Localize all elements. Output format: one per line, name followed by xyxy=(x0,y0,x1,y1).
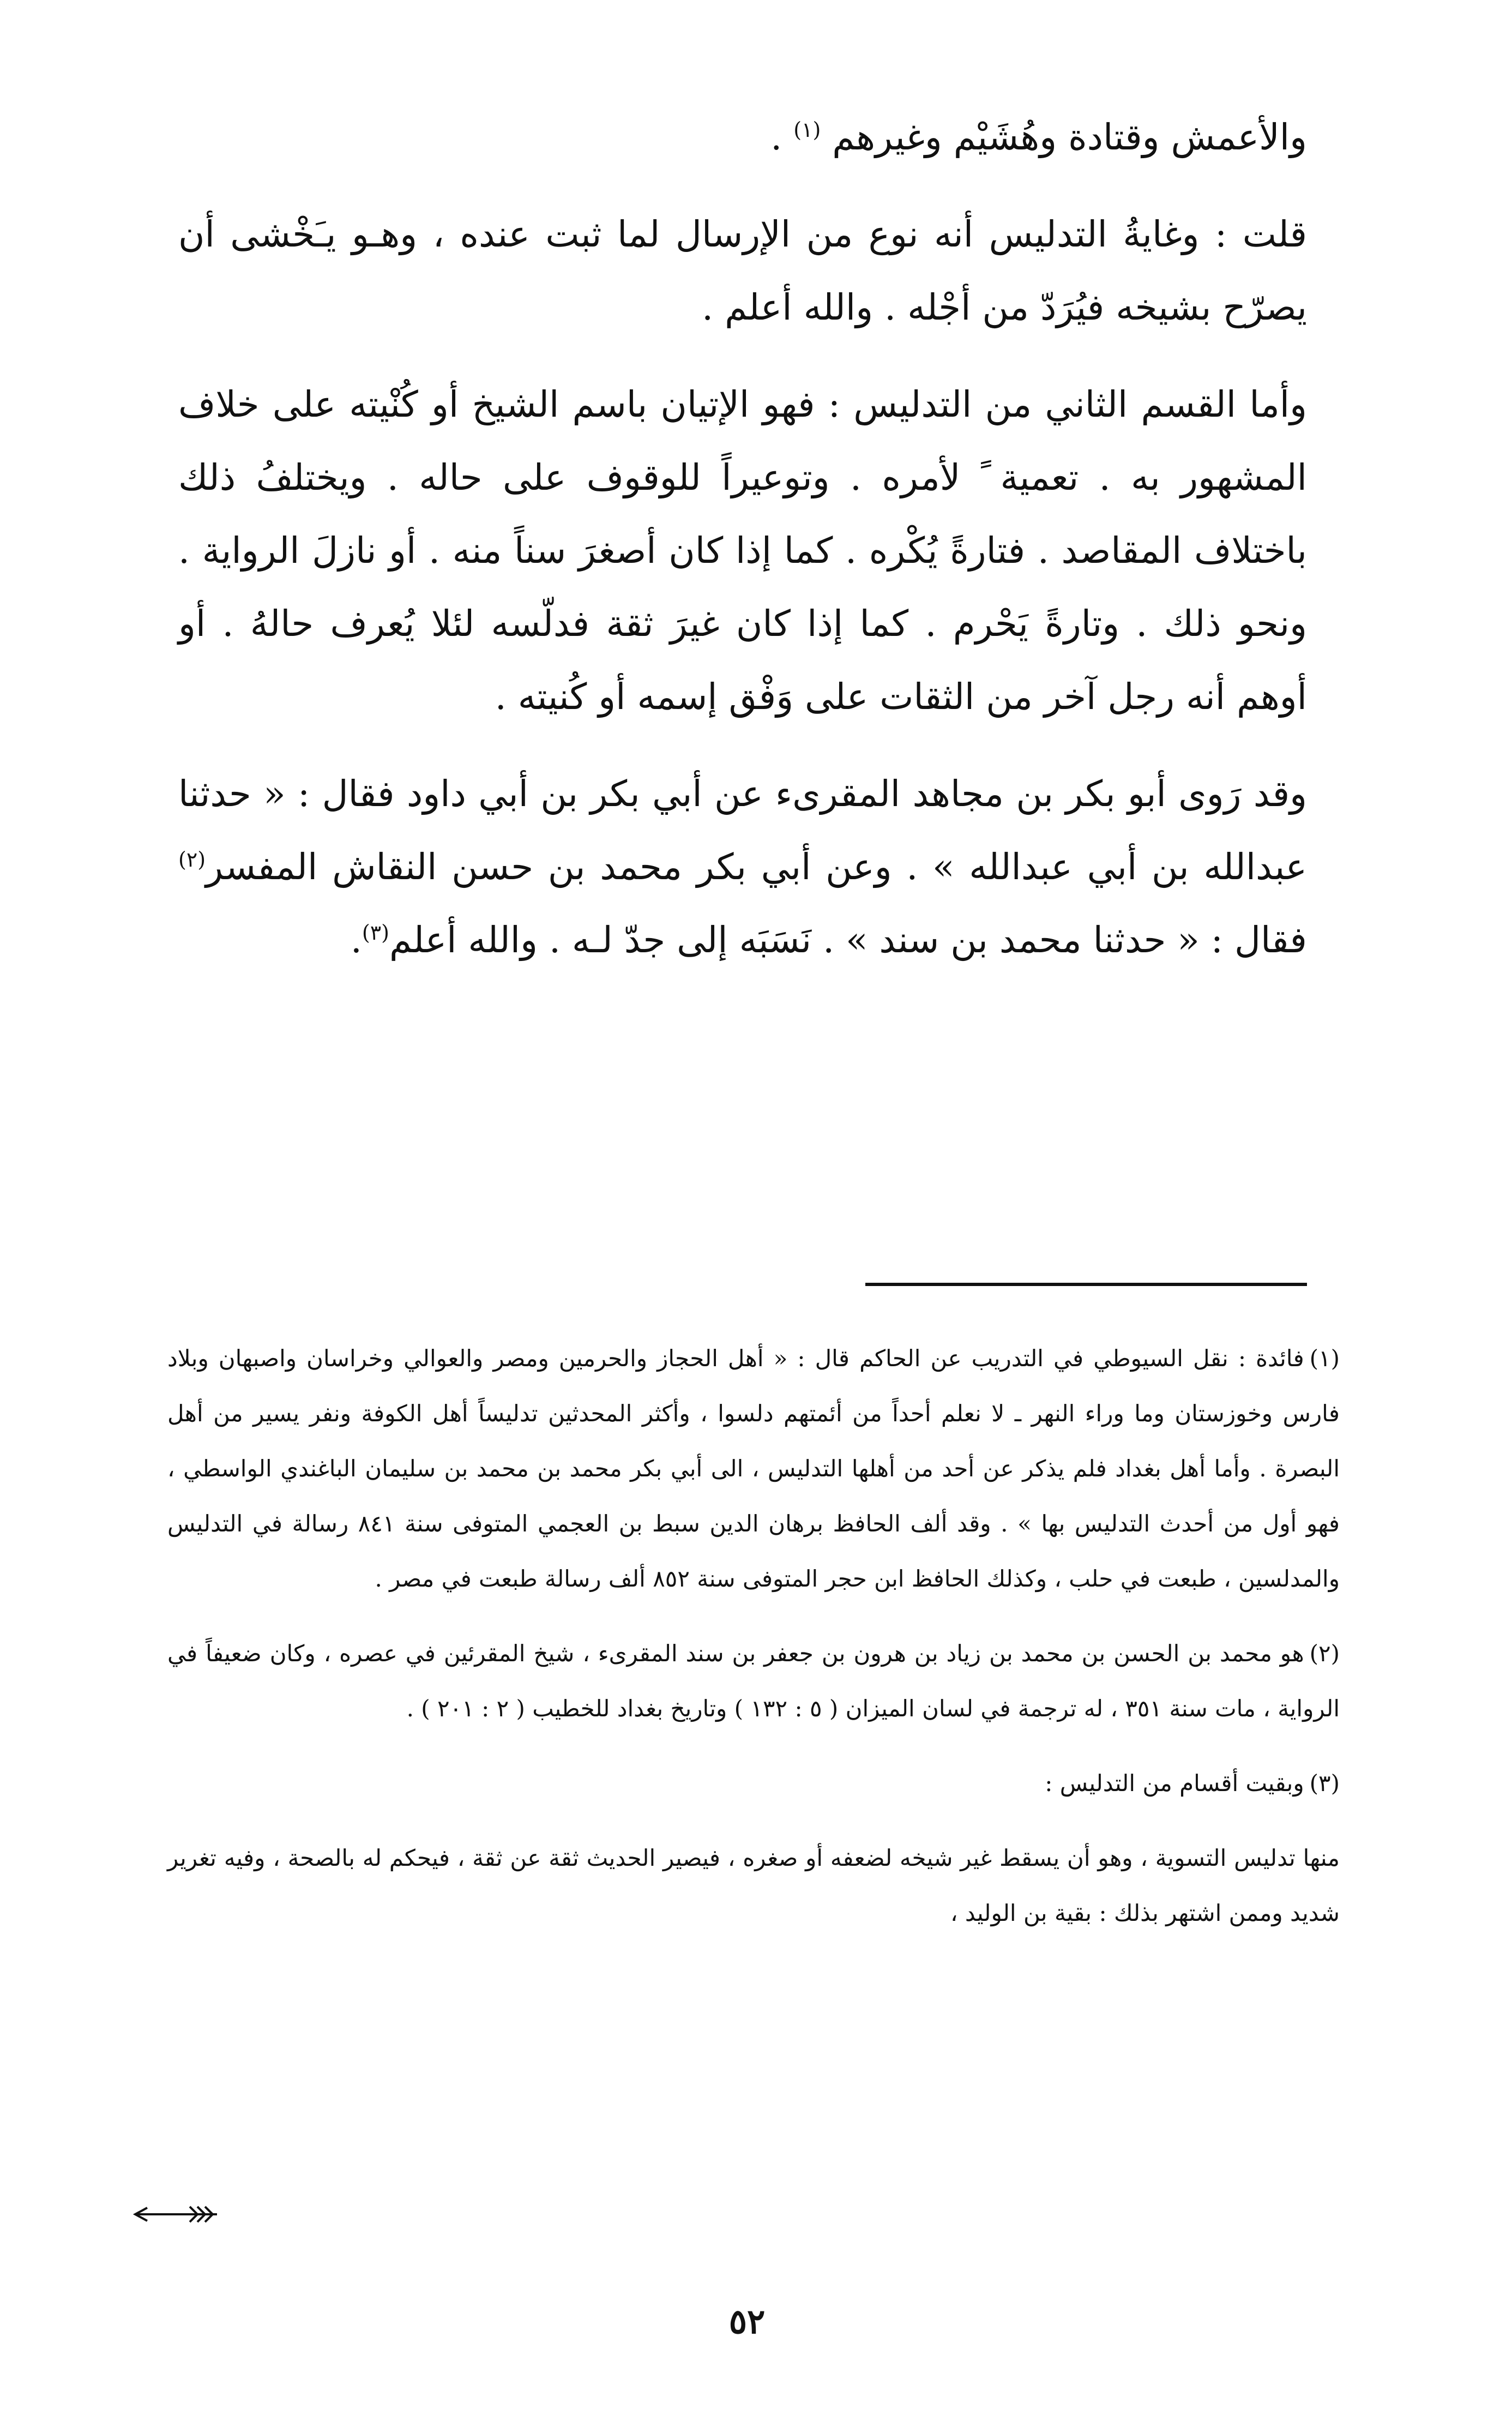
paragraph-1-text: والأعمش وقتادة وهُشَيْم وغيرهم xyxy=(832,116,1307,158)
footnote-text: منها تدليس التسوية ، وهو أن يسقط غير شيخه لضعفه أو صغره ، فيصير الحديث ثقة عن ثقة ، فيحكم له بالصحة ، وفيه تغرير شديد وممن اشتهر بذلك : بقية بن الوليد ، xyxy=(167,1845,1340,1926)
footnote-2 xyxy=(167,1626,1340,1736)
footnote-text: هو محمد بن الحسن بن محمد بن زياد بن هرون بن جعفر بن سند المقرىء ، شيخ المقرئين في عصره ، وكان ضعيفاً في الرواية ، مات سنة ٣٥١ ، له ترجمة في لسان الميزان ( ٥ : ١٣٢ ) وتاريخ بغداد للخطيب ( ٢ : ٢٠١ ) . xyxy=(167,1640,1340,1722)
main-text xyxy=(178,101,1307,1001)
paragraph-4-text: وقد رَوى أبو بكر بن مجاهد المقرىء عن أبي بكر بن أبي داود فقال : « حدثنا عبدالله بن أبي عبدالله » . وعن أبي بكر محمد بن حسن النقاش المفسر xyxy=(178,773,1307,888)
paragraph-3: وأما القسم الثاني من التدليس : فهو الإتيان باسم الشيخ أو كُنْيته على خلاف المشهور به . تعمية ً لأمره . وتوعيراً للوقوف على حاله . ويختلفُ ذلك باختلاف المقاصد . فتارةً يُكْره . كما إذا كان أصغرَ سناً منه . أو نازلَ الرواية . ونحو ذلك . وتارةً يَحْرم . كما إذا كان غيرَ ثقة فدلّسه لئلا يُعرف حالهُ . أو أوهم أنه رجل آخر من الثقات على وَفْق إسمه أو كُنيته . xyxy=(178,383,1307,718)
footnote-text: فائدة : نقل السيوطي في التدريب عن الحاكم قال : « أهل الحجاز والحرمين ومصر والعوالي وخراسان واصبهان وبلاد فارس وخوزستان وما وراء النهر ـ لا نعلم أحداً من أئمتهم دلسوا ، وأكثر المحدثين تدليساً أهل الكوفة ونفر يسير من أهل البصرة . وأما أهل بغداد فلم يذكر عن أحد من أهلها التدليس ، الى أبي بكر محمد بن محمد بن سليمان الباغندي الواسطي ، فهو أول من أحدث التدليس بها » . وقد ألف الحافظ برهان الدين سبط بن العجمي المتوفى سنة ٨٤١ رسالة في التدليس والمدلسين ، طبعت في حلب ، وكذلك الحافظ ابن حجر المتوفى سنة ٨٥٢ ألف رسالة طبعت في مصر . xyxy=(167,1345,1340,1592)
page-number: ٥٢ xyxy=(728,2302,766,2341)
footnotes xyxy=(167,1331,1340,1960)
paragraph-4 xyxy=(178,758,1307,977)
footnote-ref-1: (١) xyxy=(793,118,821,142)
paragraph-4-text-2: فقال : « حدثنا محمد بن سند » . نَسَبَه إلى جدّ لـه . والله أعلم xyxy=(389,919,1307,961)
continuation-arrow-icon xyxy=(130,2203,222,2225)
footnote-text: وبقيت أقسام من التدليس : xyxy=(1045,1770,1304,1797)
paragraph-1 xyxy=(178,101,1307,174)
footnote-3 xyxy=(167,1756,1340,1811)
footnote-number: (٢) xyxy=(1309,1640,1340,1667)
footnote-number: (٣) xyxy=(1309,1770,1340,1797)
footnote-1 xyxy=(167,1331,1340,1606)
paragraph-2: قلت : وغايةُ التدليس أنه نوع من الإرسال لما ثبت عنده ، وهـو يـَخْشى أن يصرّح بشيخه فيُرَدّ من أجْله . والله أعلم . xyxy=(178,213,1307,328)
footnote-number: (١) xyxy=(1309,1345,1340,1372)
paragraph-1-tail: . xyxy=(770,116,794,158)
footnote-ref-3: (٣) xyxy=(362,921,389,945)
footnote-ref-2: (٢) xyxy=(178,848,206,872)
footnote-3-continued xyxy=(167,1830,1340,1941)
footnote-divider xyxy=(865,1283,1307,1286)
paragraph-4-tail: . xyxy=(350,919,362,961)
